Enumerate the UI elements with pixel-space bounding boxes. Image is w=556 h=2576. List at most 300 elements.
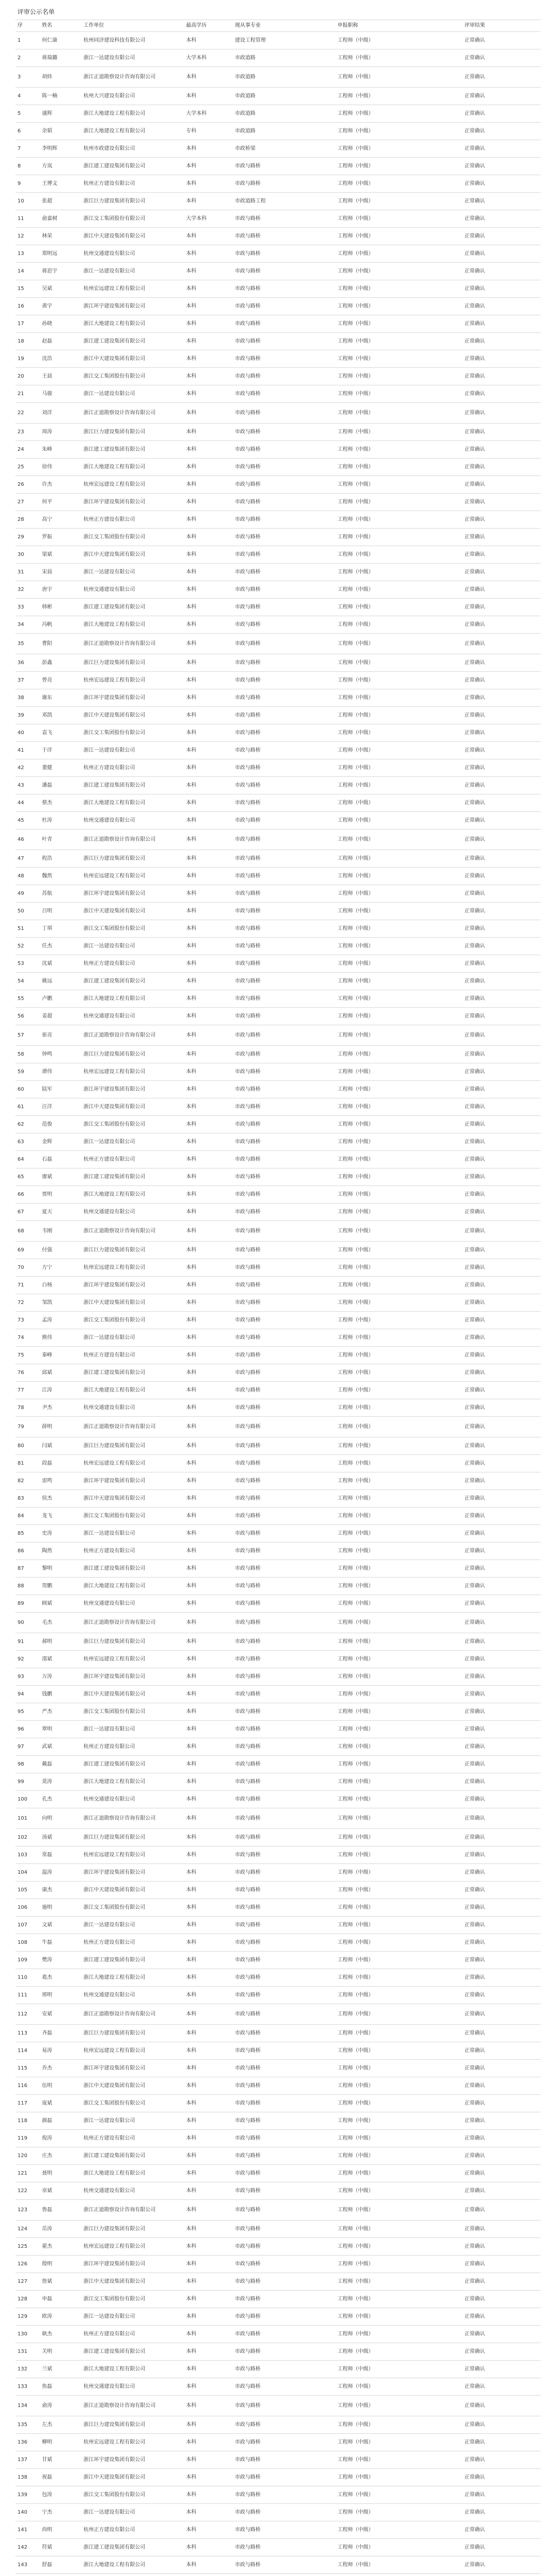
table-row xyxy=(15,1294,541,1312)
cell-education: 本科 xyxy=(184,2221,233,2238)
cell-education: 本科 xyxy=(184,1168,233,1186)
cell-name: 陈一楠 xyxy=(40,88,81,105)
cell-organization: 浙江中天建设集团有限公司 xyxy=(81,546,184,564)
cell-education: 本科 xyxy=(184,1969,233,1987)
cell-number xyxy=(15,2574,40,2576)
cell-name: 朱峰 xyxy=(40,441,81,459)
cell-title-applied: 工程师（中级） xyxy=(335,1791,462,1808)
cell-specialty: 市政与路桥 xyxy=(233,1046,335,1063)
table-row xyxy=(15,385,541,403)
table-row xyxy=(15,228,541,245)
cell-title-applied: 工程师（中级） xyxy=(335,812,462,829)
cell-education: 本科 xyxy=(184,990,233,1008)
cell-name: 武斌 xyxy=(40,1738,81,1756)
cell-education: 本科 xyxy=(184,2060,233,2077)
cell-specialty: 市政与路桥 xyxy=(233,2396,335,2416)
cell-review-result: 正常确认 xyxy=(462,1578,541,1595)
cell-specialty: 市政与路桥 xyxy=(233,742,335,759)
cell-review-result: 正常确认 xyxy=(462,955,541,973)
cell-review-result: 正常确认 xyxy=(462,2434,541,2451)
cell-name: 何平 xyxy=(40,494,81,511)
table-row xyxy=(15,2486,541,2504)
table-row xyxy=(15,2361,541,2378)
cell-title-applied: 工程师（中级） xyxy=(335,1773,462,1791)
cell-education: 本科 xyxy=(184,973,233,990)
cell-organization: 浙江大地建设工程有限公司 xyxy=(81,2165,184,2182)
cell-specialty: 市政与路桥 xyxy=(233,1204,335,1221)
cell-organization: 浙江交工集团股份有限公司 xyxy=(81,1899,184,1917)
table-row xyxy=(15,564,541,581)
table-row xyxy=(15,2396,541,2416)
cell-number: 134 xyxy=(15,2396,40,2416)
cell-number: 32 xyxy=(15,581,40,599)
cell-education: 本科 xyxy=(184,1242,233,1259)
cell-name: 付强 xyxy=(40,1242,81,1259)
table-row xyxy=(15,1934,541,1952)
cell-organization: 浙江交工集团股份有限公司 xyxy=(81,210,184,228)
cell-specialty: 市政与路桥 xyxy=(233,1934,335,1952)
table-row xyxy=(15,158,541,175)
cell-name: 白杨 xyxy=(40,1277,81,1294)
cell-review-result: 正常确认 xyxy=(462,1221,541,1242)
cell-name: 毛杰 xyxy=(40,1613,81,1633)
cell-education: 本科 xyxy=(184,1633,233,1651)
cell-number: 99 xyxy=(15,1773,40,1791)
cell-title-applied: 工程师（中级） xyxy=(335,1151,462,1168)
cell-education: 本科 xyxy=(184,920,233,938)
cell-name: 杜涛 xyxy=(40,812,81,829)
cell-name: 袁飞 xyxy=(40,724,81,742)
cell-number: 22 xyxy=(15,403,40,423)
cell-education: 本科 xyxy=(184,2556,233,2574)
table-row xyxy=(15,1969,541,1987)
cell-title-applied: 工程师（中级） xyxy=(335,581,462,599)
cell-number: 27 xyxy=(15,494,40,511)
cell-specialty: 市政与路桥 xyxy=(233,1613,335,1633)
cell-number: 135 xyxy=(15,2416,40,2434)
cell-review-result: 正常确认 xyxy=(462,1703,541,1721)
cell-review-result: 正常确认 xyxy=(462,2539,541,2556)
cell-specialty: 市政与路桥 xyxy=(233,1098,335,1116)
table-row xyxy=(15,1668,541,1686)
cell-name: 宋晨 xyxy=(40,564,81,581)
cell-number: 137 xyxy=(15,2451,40,2469)
cell-title-applied: 工程师（中级） xyxy=(335,759,462,777)
cell-education: 本科 xyxy=(184,1221,233,1242)
cell-name: 任杰 xyxy=(40,938,81,955)
cell-organization: 杭州宏远建设工程有限公司 xyxy=(81,868,184,885)
table-row xyxy=(15,88,541,105)
cell-name: 蒋思宇 xyxy=(40,263,81,280)
cell-organization: 浙江巨力建设集团有限公司 xyxy=(81,1829,184,1846)
cell-specialty: 市政与路桥 xyxy=(233,794,335,812)
cell-title-applied: 工程师（中级） xyxy=(335,973,462,990)
cell-number: 15 xyxy=(15,280,40,298)
cell-title-applied: 工程师（中级） xyxy=(335,1329,462,1347)
cell-education: 本科 xyxy=(184,1934,233,1952)
cell-specialty: 市政与路桥 xyxy=(233,2256,335,2273)
cell-education: 本科 xyxy=(184,2004,233,2025)
cell-number: 119 xyxy=(15,2130,40,2147)
cell-education: 本科 xyxy=(184,2469,233,2486)
cell-number: 88 xyxy=(15,1578,40,1595)
cell-organization: 浙江一达建设有限公司 xyxy=(81,2308,184,2326)
cell-education: 本科 xyxy=(184,368,233,385)
table-row xyxy=(15,1329,541,1347)
cell-review-result: 正常确认 xyxy=(462,476,541,494)
cell-organization: 浙江交工集团股份有限公司 xyxy=(81,1507,184,1525)
cell-title-applied: 工程师（中级） xyxy=(335,1455,462,1472)
cell-specialty: 市政与路桥 xyxy=(233,350,335,368)
cell-education: 本科 xyxy=(184,2042,233,2060)
cell-title-applied: 工程师（中级） xyxy=(335,1472,462,1490)
cell-number: 38 xyxy=(15,689,40,707)
cell-organization: 浙江环宇建设集团有限公司 xyxy=(81,1081,184,1098)
cell-review-result: 正常确认 xyxy=(462,158,541,175)
table-row xyxy=(15,1437,541,1455)
cell-organization: 浙江环宇建设集团有限公司 xyxy=(81,1668,184,1686)
cell-name: 蒋瑞璐 xyxy=(40,49,81,67)
table-row xyxy=(15,885,541,903)
table-row xyxy=(15,2182,541,2200)
cell-number: 13 xyxy=(15,245,40,263)
cell-number: 48 xyxy=(15,868,40,885)
cell-organization: 浙江巨力建设集团有限公司 xyxy=(81,850,184,868)
cell-organization: 浙江一达建设有限公司 xyxy=(81,938,184,955)
cell-review-result: 正常确认 xyxy=(462,2416,541,2434)
cell-specialty: 市政与路桥 xyxy=(233,1864,335,1882)
cell-number: 127 xyxy=(15,2273,40,2291)
cell-title-applied: 工程师（中级） xyxy=(335,1738,462,1756)
cell-review-result: 正常确认 xyxy=(462,2343,541,2361)
cell-review-result: 正常确认 xyxy=(462,990,541,1008)
cell-review-result: 正常确认 xyxy=(462,1277,541,1294)
cell-organization: 杭州宏远建设工程有限公司 xyxy=(81,2238,184,2256)
cell-name: 蔡杰 xyxy=(40,794,81,812)
cell-education: 本科 xyxy=(184,2291,233,2308)
cell-education: 本科 xyxy=(184,441,233,459)
cell-organization: 浙江巨力建设集团有限公司 xyxy=(81,2221,184,2238)
cell-review-result: 正常确认 xyxy=(462,1008,541,1025)
cell-education: 本科 xyxy=(184,1651,233,1668)
cell-specialty: 市政与路桥 xyxy=(233,2095,335,2112)
cell-name: 郑明远 xyxy=(40,245,81,263)
cell-review-result: 正常确认 xyxy=(462,1259,541,1277)
table-row xyxy=(15,2077,541,2095)
cell-name: 姚远 xyxy=(40,973,81,990)
cell-specialty: 市政与路桥 xyxy=(233,1168,335,1186)
cell-organization: 浙江中天建设集团有限公司 xyxy=(81,2469,184,2486)
cell-name: 段磊 xyxy=(40,1455,81,1472)
cell-organization: 浙江建工建设集团有限公司 xyxy=(81,441,184,459)
cell-specialty: 市政与路桥 xyxy=(233,812,335,829)
cell-number: 90 xyxy=(15,1613,40,1633)
cell-education: 本科 xyxy=(184,459,233,476)
cell-name: 梁斌 xyxy=(40,546,81,564)
cell-name: 符斌 xyxy=(40,2539,81,2556)
cell-organization: 浙江大地建设工程有限公司 xyxy=(81,1969,184,1987)
table-row xyxy=(15,850,541,868)
table-row xyxy=(15,2378,541,2396)
cell-education: 本科 xyxy=(184,2095,233,2112)
cell-organization: 浙江正道勘察设计咨询有限公司 xyxy=(81,1417,184,1437)
cell-number: 2 xyxy=(15,49,40,67)
cell-education: 本科 xyxy=(184,1738,233,1756)
cell-specialty: 市政与路桥 xyxy=(233,920,335,938)
cell-organization: 杭州正方建设有限公司 xyxy=(81,955,184,973)
cell-number: 80 xyxy=(15,1437,40,1455)
cell-number: 19 xyxy=(15,350,40,368)
cell-organization: 浙江一达建设有限公司 xyxy=(81,1329,184,1347)
cell-number: 67 xyxy=(15,1204,40,1221)
cell-name: 申磊 xyxy=(40,2291,81,2308)
cell-specialty: 市政与路桥 xyxy=(233,423,335,441)
cell-education: 本科 xyxy=(184,476,233,494)
cell-education: 本科 xyxy=(184,263,233,280)
cell-number: 82 xyxy=(15,1472,40,1490)
cell-title-applied: 工程师（中级） xyxy=(335,724,462,742)
cell-title-applied: 工程师（中级） xyxy=(335,955,462,973)
cell-title-applied: 工程师（中级） xyxy=(335,2042,462,2060)
cell-review-result: 正常确认 xyxy=(462,903,541,920)
table-row xyxy=(15,2221,541,2238)
cell-organization: 浙江中天建设集团有限公司 xyxy=(81,707,184,724)
table-row xyxy=(15,2539,541,2556)
cell-name: 罗振 xyxy=(40,529,81,546)
cell-number: 57 xyxy=(15,1025,40,1046)
cell-organization: 浙江环宇建设集团有限公司 xyxy=(81,2451,184,2469)
table-row xyxy=(15,441,541,459)
cell-number: 1 xyxy=(15,32,40,49)
cell-education: 本科 xyxy=(184,1756,233,1773)
cell-number: 55 xyxy=(15,990,40,1008)
cell-number: 47 xyxy=(15,850,40,868)
cell-organization: 杭州正方建设有限公司 xyxy=(81,1543,184,1560)
table-row xyxy=(15,315,541,333)
cell-title-applied: 工程师（中级） xyxy=(335,2060,462,2077)
table-row xyxy=(15,1703,541,1721)
cell-specialty: 市政桥梁 xyxy=(233,140,335,158)
table-row xyxy=(15,1917,541,1934)
cell-name: 祝磊 xyxy=(40,2469,81,2486)
cell-specialty: 市政道路 xyxy=(233,105,335,123)
cell-specialty: 市政与路桥 xyxy=(233,1329,335,1347)
cell-title-applied: 工程师（中级） xyxy=(335,885,462,903)
cell-name: 伍明 xyxy=(40,2077,81,2095)
cell-title-applied: 工程师（中级） xyxy=(335,1846,462,1864)
cell-education: 本科 xyxy=(184,1773,233,1791)
cell-number: 37 xyxy=(15,672,40,689)
cell-review-result: 正常确认 xyxy=(462,441,541,459)
cell-title-applied: 工程师（中级） xyxy=(335,1025,462,1046)
table-row xyxy=(15,2416,541,2434)
header-title-applied: 申报职称 xyxy=(335,20,462,32)
cell-name: 宁杰 xyxy=(40,2504,81,2521)
cell-organization: 杭州宏远建设工程有限公司 xyxy=(81,1259,184,1277)
table-row xyxy=(15,724,541,742)
table-row xyxy=(15,2130,541,2147)
cell-specialty: 市政与路桥 xyxy=(233,2182,335,2200)
cell-specialty: 市政与路桥 xyxy=(233,546,335,564)
cell-organization: 杭州宏远建设工程有限公司 xyxy=(81,2042,184,2060)
cell-number: 52 xyxy=(15,938,40,955)
table-row xyxy=(15,1063,541,1081)
cell-name: 卢鹏 xyxy=(40,990,81,1008)
cell-specialty: 市政与路桥 xyxy=(233,1116,335,1133)
table-row xyxy=(15,794,541,812)
cell-review-result: 正常确认 xyxy=(462,1098,541,1116)
cell-organization: 浙江建工建设集团有限公司 xyxy=(81,1560,184,1578)
cell-organization: 浙江交工集团股份有限公司 xyxy=(81,1703,184,1721)
cell-education: 本科 xyxy=(184,724,233,742)
cell-education: 本科 xyxy=(184,2077,233,2095)
cell-review-result: 正常确认 xyxy=(462,1204,541,1221)
cell-specialty: 市政与路桥 xyxy=(233,1952,335,1969)
cell-number: 59 xyxy=(15,1063,40,1081)
cell-specialty: 市政与路桥 xyxy=(233,529,335,546)
cell-number: 35 xyxy=(15,634,40,654)
table-row xyxy=(15,280,541,298)
cell-number: 81 xyxy=(15,1455,40,1472)
cell-number: 108 xyxy=(15,1934,40,1952)
cell-number: 75 xyxy=(15,1347,40,1364)
cell-specialty: 市政与路桥 xyxy=(233,2060,335,2077)
table-row xyxy=(15,1382,541,1399)
cell-number: 110 xyxy=(15,1969,40,1987)
cell-education: 本科 xyxy=(184,1294,233,1312)
cell-education: 本科 xyxy=(184,812,233,829)
cell-education: 本科 xyxy=(184,350,233,368)
table-row xyxy=(15,1543,541,1560)
cell-organization: 浙江大地建设工程有限公司 xyxy=(81,2361,184,2378)
cell-education: 本科 xyxy=(184,634,233,654)
cell-number: 54 xyxy=(15,973,40,990)
cell-education: 专科 xyxy=(184,123,233,140)
cell-education: 本科 xyxy=(184,1846,233,1864)
cell-title-applied: 工程师（中级） xyxy=(335,2521,462,2539)
cell-title-applied: 工程师（中级） xyxy=(335,2273,462,2291)
cell-number: 40 xyxy=(15,724,40,742)
cell-education: 本科 xyxy=(184,885,233,903)
cell-specialty: 市政道路 xyxy=(233,123,335,140)
cell-title-applied: 工程师（中级） xyxy=(335,794,462,812)
table-row xyxy=(15,2469,541,2486)
cell-review-result: 正常确认 xyxy=(462,581,541,599)
cell-organization: 浙江大地建设工程有限公司 xyxy=(81,1773,184,1791)
cell-title-applied: 工程师（中级） xyxy=(335,1829,462,1846)
cell-education: 本科 xyxy=(184,1008,233,1025)
cell-specialty: 市政与路桥 xyxy=(233,1595,335,1613)
cell-number: 12 xyxy=(15,228,40,245)
table-row xyxy=(15,1882,541,1899)
cell-education: 本科 xyxy=(184,1277,233,1294)
cell-specialty: 市政与路桥 xyxy=(233,280,335,298)
cell-review-result: 正常确认 xyxy=(462,2556,541,2574)
cell-number: 100 xyxy=(15,1791,40,1808)
cell-education: 本科 xyxy=(184,1151,233,1168)
table-row xyxy=(15,333,541,350)
table-row xyxy=(15,350,541,368)
cell-education: 本科 xyxy=(184,1560,233,1578)
cell-review-result: 正常确认 xyxy=(462,2378,541,2396)
cell-education: 本科 xyxy=(184,2326,233,2343)
cell-review-result: 正常确认 xyxy=(462,263,541,280)
cell-review-result: 正常确认 xyxy=(462,2077,541,2095)
table-row xyxy=(15,1987,541,2004)
table-row xyxy=(15,1756,541,1773)
cell-title-applied: 工程师（中级） xyxy=(335,546,462,564)
table-row xyxy=(15,1472,541,1490)
header-review-result: 评审结果 xyxy=(462,20,541,32)
cell-number: 69 xyxy=(15,1242,40,1259)
cell-title-applied: 工程师（中级） xyxy=(335,2147,462,2165)
result-table xyxy=(15,20,541,2576)
cell-organization: 浙江正道勘察设计咨询有限公司 xyxy=(81,1221,184,1242)
cell-name: 安斌 xyxy=(40,2004,81,2025)
cell-review-result: 正常确认 xyxy=(462,654,541,672)
cell-name: 殷明 xyxy=(40,2256,81,2273)
cell-title-applied: 工程师（中级） xyxy=(335,1756,462,1773)
cell-title-applied: 工程师（中级） xyxy=(335,1934,462,1952)
cell-review-result: 正常确认 xyxy=(462,1364,541,1382)
cell-specialty: 市政与路桥 xyxy=(233,1008,335,1025)
cell-title-applied: 工程师（中级） xyxy=(335,494,462,511)
cell-name: 舒磊 xyxy=(40,2556,81,2574)
cell-review-result: 正常确认 xyxy=(462,1507,541,1525)
cell-education: 本科 xyxy=(184,1081,233,1098)
cell-specialty: 市政与路桥 xyxy=(233,1294,335,1312)
cell-organization: 杭州交通建设有限公司 xyxy=(81,2378,184,2396)
cell-title-applied: 工程师（中级） xyxy=(335,1490,462,1507)
cell-number: 102 xyxy=(15,1829,40,1846)
table-row xyxy=(15,2434,541,2451)
table-row xyxy=(15,634,541,654)
cell-organization: 浙江中天建设集团有限公司 xyxy=(81,903,184,920)
cell-number: 132 xyxy=(15,2361,40,2378)
table-row xyxy=(15,1008,541,1025)
cell-title-applied: 工程师（中级） xyxy=(335,350,462,368)
cell-name: 王博文 xyxy=(40,175,81,193)
cell-review-result: 正常确认 xyxy=(462,1133,541,1151)
table-row xyxy=(15,423,541,441)
cell-organization: 浙江一达建设有限公司 xyxy=(81,263,184,280)
cell-specialty: 市政与路桥 xyxy=(233,654,335,672)
cell-specialty: 市政与路桥 xyxy=(233,903,335,920)
cell-specialty: 市政与路桥 xyxy=(233,333,335,350)
cell-number: 95 xyxy=(15,1703,40,1721)
cell-specialty: 市政与路桥 xyxy=(233,1437,335,1455)
cell-number: 92 xyxy=(15,1651,40,1668)
cell-title-applied: 工程师（中级） xyxy=(335,158,462,175)
cell-review-result: 正常确认 xyxy=(462,2326,541,2343)
cell-title-applied: 工程师（中级） xyxy=(335,1703,462,1721)
cell-review-result: 正常确认 xyxy=(462,546,541,564)
cell-review-result: 正常确认 xyxy=(462,973,541,990)
cell-education: 本科 xyxy=(184,742,233,759)
cell-education: 本科 xyxy=(184,1490,233,1507)
cell-number: 89 xyxy=(15,1595,40,1613)
cell-specialty: 市政与路桥 xyxy=(233,494,335,511)
cell-review-result: 正常确认 xyxy=(462,759,541,777)
cell-education: 本科 xyxy=(184,333,233,350)
table-row xyxy=(15,2273,541,2291)
cell-organization: 浙江建工建设集团有限公司 xyxy=(81,2343,184,2361)
cell-number: 18 xyxy=(15,333,40,350)
cell-number: 3 xyxy=(15,67,40,88)
cell-organization: 杭州交通建设有限公司 xyxy=(81,2182,184,2200)
table-row xyxy=(15,1151,541,1168)
cell-number: 39 xyxy=(15,707,40,724)
